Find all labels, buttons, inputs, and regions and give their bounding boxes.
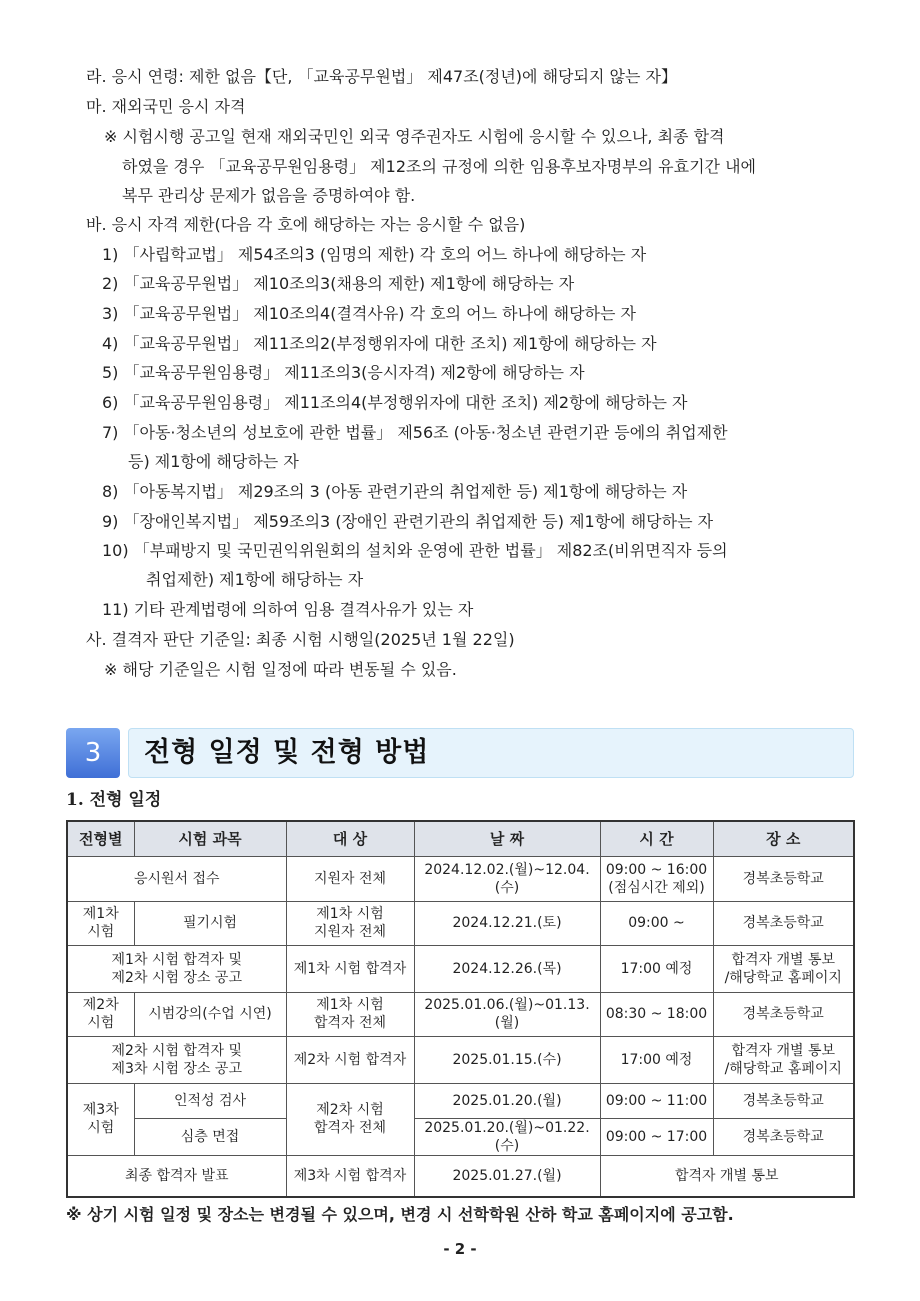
cell-time: 17:00 예정 (600, 1036, 713, 1083)
cell-place: 경복초등학교 (713, 901, 854, 945)
cell-target: 제2차 시험 합격자 (286, 1036, 414, 1083)
cell-time: 08:30 ~ 18:00 (600, 992, 713, 1036)
header-time: 시 간 (600, 821, 713, 856)
cell-stage (67, 992, 134, 1036)
schedule-subheading: 1. 전형 일정 (66, 790, 162, 810)
table-row (67, 1083, 854, 1118)
target-line: 합격자 전체 (313, 1120, 387, 1136)
item-line: 제2차 시험 장소 공고 (111, 969, 242, 986)
restriction-item: 1) 「사립학교법」 제54조의3 (임명의 제한) 각 호의 어느 하나에 해당하는 자 (102, 245, 647, 264)
item-line: 제2차 시험 합격자 및 (111, 1042, 242, 1059)
header-place: 장 소 (713, 821, 854, 856)
cell-date: 2024.12.02.(월)~12.04.(수) (414, 856, 600, 901)
overseas-note-line: 복무 관리상 문제가 없음을 증명하여야 함. (122, 186, 416, 205)
age-limit-line: 라. 응시 연령: 제한 없음【단, 「교육공무원법」 제47조(정년)에 해당되지 않는 자】 (86, 67, 677, 86)
target-line: 합격자 전체 (313, 1015, 387, 1031)
cell-date: 2025.01.27.(월) (414, 1155, 600, 1197)
header-stage: 전형별 (67, 821, 134, 856)
restriction-item: 7) 「아동·청소년의 성보호에 관한 법률」 제56조 (아동·청소년 관련기관 등에의 취업제한 (102, 423, 728, 442)
place-line: 합격자 개별 통보 (731, 951, 836, 968)
restriction-heading: 바. 응시 자격 제한(다음 각 호에 해당하는 자는 응시할 수 없음) (86, 215, 526, 234)
place-line: 합격자 개별 통보 (731, 1042, 836, 1059)
cell-time: 09:00 ~ (600, 901, 713, 945)
restriction-item-cont: 취업제한) 제1항에 해당하는 자 (146, 570, 364, 589)
restriction-item: 3) 「교육공무원법」 제10조의4(결격사유) 각 호의 어느 하나에 해당하는 자 (102, 304, 636, 323)
restriction-item-cont: 등) 제1항에 해당하는 자 (128, 452, 299, 471)
restriction-item: 5) 「교육공무원임용령」 제11조의3(응시자격) 제2항에 해당하는 자 (102, 363, 585, 382)
table-row (67, 856, 854, 901)
target-line: 제1차 시험 (316, 997, 384, 1013)
time-line: 09:00 ~ 16:00 (605, 861, 708, 878)
cell-stage (67, 1083, 134, 1155)
page-number: - 2 - (443, 1240, 477, 1258)
cell-time-place: 합격자 개별 통보 (600, 1155, 854, 1197)
restriction-item: 9) 「장애인복지법」 제59조의3 (장애인 관련기관의 취업제한 등) 제1항에 해당하는 자 (102, 512, 714, 531)
table-row (67, 901, 854, 945)
cell-item: 인적성 검사 (134, 1083, 286, 1118)
section-header (66, 728, 854, 778)
disqualification-date-line: 사. 결격자 판단 기준일: 최종 시험 시행일(2025년 1월 22일) (86, 630, 515, 649)
restriction-item: 8) 「아동복지법」 제29조의 3 (아동 관련기관의 취업제한 등) 제1항에 해당하는 자 (102, 482, 688, 501)
cell-item (67, 1036, 286, 1083)
item-line: 제1차 시험 합격자 및 (111, 951, 242, 968)
cell-date: 2024.12.21.(토) (414, 901, 600, 945)
target-line: 지원자 전체 (313, 924, 387, 940)
cell-item: 최종 합격자 발표 (67, 1155, 286, 1197)
table-row (67, 1155, 854, 1197)
cell-place (713, 945, 854, 992)
header-target: 대 상 (286, 821, 414, 856)
table-row (67, 992, 854, 1036)
stage-line: 제3차 (82, 1102, 119, 1118)
section-number: 3 (66, 728, 120, 778)
table-header-row (67, 821, 854, 856)
cell-item: 응시원서 접수 (67, 856, 286, 901)
place-line: /해당학교 홈페이지 (724, 1060, 842, 1077)
cell-date: 2025.01.20.(월)~01.22.(수) (414, 1118, 600, 1155)
cell-target (286, 992, 414, 1036)
item-line: 제3차 시험 장소 공고 (111, 1060, 242, 1077)
stage-line: 시험 (87, 1015, 115, 1031)
stage-line: 시험 (87, 924, 115, 940)
header-subject: 시험 과목 (134, 821, 286, 856)
cell-target (286, 1083, 414, 1155)
schedule-table (66, 820, 855, 1198)
restriction-item: 2) 「교육공무원법」 제10조의3(채용의 제한) 제1항에 해당하는 자 (102, 274, 575, 293)
cell-time: 09:00 ~ 17:00 (600, 1118, 713, 1155)
cell-item: 필기시험 (134, 901, 286, 945)
restriction-item: 4) 「교육공무원법」 제11조의2(부정행위자에 대한 조치) 제1항에 해당하는 자 (102, 334, 657, 353)
cell-target: 제3차 시험 합격자 (286, 1155, 414, 1197)
place-line: /해당학교 홈페이지 (724, 969, 842, 986)
cell-date: 2025.01.06.(월)~01.13.(월) (414, 992, 600, 1036)
cell-place: 경복초등학교 (713, 992, 854, 1036)
cell-time: 17:00 예정 (600, 945, 713, 992)
disqualification-note: ※ 해당 기준일은 시험 일정에 따라 변동될 수 있음. (104, 660, 457, 679)
cell-item: 심층 면접 (134, 1118, 286, 1155)
cell-place: 경복초등학교 (713, 1118, 854, 1155)
cell-target: 지원자 전체 (286, 856, 414, 901)
cell-time (600, 856, 713, 901)
overseas-heading: 마. 재외국민 응시 자격 (86, 97, 246, 116)
time-line: (점심시간 제외) (608, 879, 705, 896)
cell-item (67, 945, 286, 992)
section-title: 전형 일정 및 전형 방법 (144, 737, 430, 768)
restriction-item: 10) 「부패방지 및 국민권익위원회의 설치와 운영에 관한 법률」 제82조(비위면직자 등의 (102, 541, 728, 560)
cell-stage (67, 901, 134, 945)
overseas-note-line: 하였을 경우 「교육공무원임용령」 제12조의 규정에 의한 임용후보자명부의 유효기간 내에 (122, 157, 757, 176)
stage-line: 제1차 (82, 906, 119, 922)
table-row (67, 945, 854, 992)
cell-place: 경복초등학교 (713, 856, 854, 901)
cell-date: 2025.01.15.(수) (414, 1036, 600, 1083)
table-row (67, 1118, 854, 1155)
stage-line: 제2차 (82, 997, 119, 1013)
target-line: 제1차 시험 (316, 906, 384, 922)
cell-item: 시범강의(수업 시연) (134, 992, 286, 1036)
cell-target (286, 901, 414, 945)
target-line: 제2차 시험 (316, 1102, 384, 1118)
header-date: 날 짜 (414, 821, 600, 856)
restriction-item: 11) 기타 관계법령에 의하여 임용 결격사유가 있는 자 (102, 600, 474, 619)
cell-date: 2024.12.26.(목) (414, 945, 600, 992)
table-row (67, 1036, 854, 1083)
cell-target: 제1차 시험 합격자 (286, 945, 414, 992)
schedule-footnote: ※ 상기 시험 일정 및 장소는 변경될 수 있으며, 변경 시 선학학원 산하 학교 홈페이지에 공고함. (66, 1205, 734, 1224)
stage-line: 시험 (87, 1120, 115, 1136)
cell-place: 경복초등학교 (713, 1083, 854, 1118)
cell-place (713, 1036, 854, 1083)
cell-date: 2025.01.20.(월) (414, 1083, 600, 1118)
cell-time: 09:00 ~ 11:00 (600, 1083, 713, 1118)
overseas-note-line: ※ 시험시행 공고일 현재 재외국민인 외국 영주권자도 시험에 응시할 수 있으나, 최종 합격 (104, 127, 725, 146)
restriction-item: 6) 「교육공무원임용령」 제11조의4(부정행위자에 대한 조치) 제2항에 해당하는 자 (102, 393, 688, 412)
